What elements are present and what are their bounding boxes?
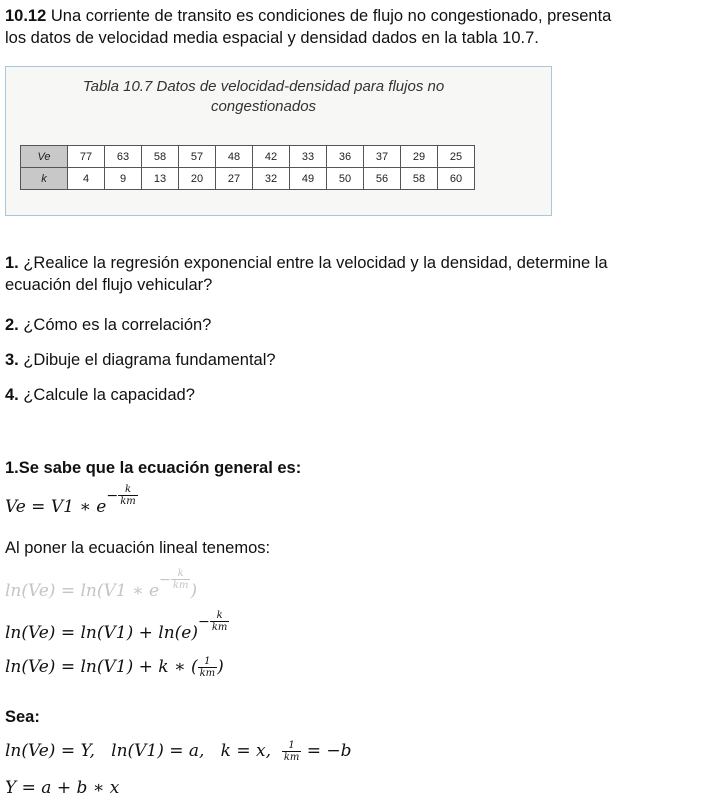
question-4 — [5, 384, 195, 406]
table-cell: 4 — [68, 168, 105, 190]
question-text: ¿Calcule la capacidad? — [18, 386, 195, 404]
question-number: 4. — [5, 386, 19, 404]
table-cell: 37 — [364, 146, 401, 168]
problem-number: 10.12 — [5, 7, 47, 25]
table-cell: 58 — [401, 168, 438, 190]
table-caption-line-1: Tabla 10.7 Datos de velocidad-densidad para flujos no — [82, 78, 445, 95]
equation-general: Ve = V1 ∗ $e^{- \frac{k}{km}}$ — [5, 484, 136, 518]
equation-log-linear: ln(Ve) = ln(V1) + k ∗ ( $\frac{1}{km}$ ) — [5, 656, 224, 679]
table-cell: 63 — [105, 146, 142, 168]
question-number: 1. — [5, 254, 19, 272]
table-cell: 42 — [253, 146, 290, 168]
equation-log-faded: ln(Ve) = ln(V1 ∗ $e^{- \frac{k}{km}}$ ) — [5, 568, 198, 602]
question-1 — [5, 252, 710, 296]
table-cell: 57 — [179, 146, 216, 168]
table-caption-line-2: congestionados — [210, 98, 317, 115]
problem-line-1: Una corriente de transito es condiciones de flujo no congestionado, presenta — [46, 7, 612, 25]
row-label-k: k — [21, 168, 68, 190]
table-cell: 50 — [327, 168, 364, 190]
problem-line-2: los datos de velocidad media espacial y densidad dados en la tabla 10.7. — [5, 29, 539, 47]
table-cell: 9 — [105, 168, 142, 190]
table-cell: 56 — [364, 168, 401, 190]
equation-log-expanded: $\ln(Ve) = \ln(V1) + \ln(e)^{- \frac{k}{km}}$ — [5, 610, 228, 644]
table-cell: 29 — [401, 146, 438, 168]
table-figure — [5, 66, 552, 216]
equation-substitution: ln(Ve) = Y, ln(V1) = a, k = x, $\frac{1}{km}$ = −b — [5, 740, 352, 763]
table-caption — [6, 77, 521, 117]
question-3 — [5, 349, 276, 371]
linear-text: Al poner la ecuación lineal tenemos: — [5, 539, 271, 557]
table-cell: 49 — [290, 168, 327, 190]
table-cell: 13 — [142, 168, 179, 190]
table-cell: 20 — [179, 168, 216, 190]
table-cell: 32 — [253, 168, 290, 190]
row-label-ve: Ve — [21, 146, 68, 168]
table-cell: 58 — [142, 146, 179, 168]
table-cell: 27 — [216, 168, 253, 190]
question-number: 3. — [5, 351, 19, 369]
table-cell: 25 — [438, 146, 475, 168]
question-text: ¿Realice la regresión exponencial entre la velocidad y la densidad, determine la — [18, 254, 608, 272]
table-row-ve — [21, 146, 475, 168]
question-number: 2. — [5, 316, 19, 334]
question-text: ¿Cómo es la correlación? — [18, 316, 212, 334]
equation-linear-model: Y = a + b ∗ x — [5, 778, 120, 798]
table-cell: 48 — [216, 146, 253, 168]
solution-heading: 1.Se sabe que la ecuación general es: — [5, 459, 302, 477]
table-cell: 77 — [68, 146, 105, 168]
data-table — [20, 145, 475, 190]
problem-statement — [5, 5, 710, 49]
table-cell: 36 — [327, 146, 364, 168]
question-2 — [5, 314, 211, 336]
table-cell: 60 — [438, 168, 475, 190]
question-text: ¿Dibuje el diagrama fundamental? — [18, 351, 276, 369]
table-cell: 33 — [290, 146, 327, 168]
question-text-cont: ecuación del flujo vehicular? — [5, 276, 213, 294]
sea-label: Sea: — [5, 708, 40, 726]
table-row-k — [21, 168, 475, 190]
